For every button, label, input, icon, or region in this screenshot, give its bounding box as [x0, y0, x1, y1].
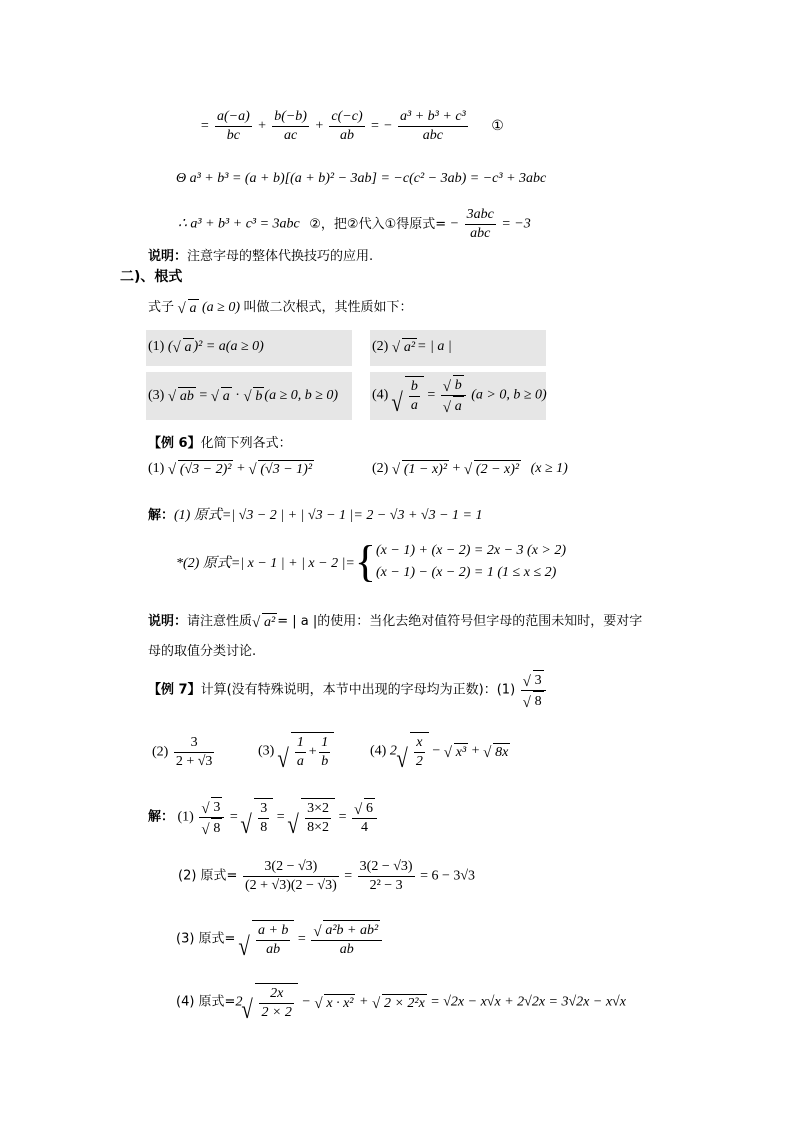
question-num: (3) [258, 743, 275, 759]
section-title: 二)、根式 [120, 269, 183, 285]
fraction-4: $\frac{\text{a³ + b³ + c³}}{\text{abc}}$ [400, 109, 466, 143]
solution-text: (1) 原式=| √3 − 2 | + | √3 − 1 |= 2 − √3 + √3 − 1 = 1 [174, 508, 483, 523]
circle-1-mark: ① [491, 118, 504, 134]
fraction-sqrt: √ b √ a [441, 375, 466, 416]
solution-7-s1 [148, 797, 379, 838]
question-num: (2) [152, 744, 169, 760]
fraction: √ $\frac{6}{4}$ [352, 798, 377, 837]
note-mid: = | a |的使用：当化去绝对值符号但字母的范围未知时，要对字 [277, 614, 643, 629]
example-text: 化简下列各式： [200, 436, 292, 451]
coefficient: 2 [235, 994, 243, 1010]
sqrt-a: √ a [212, 387, 232, 405]
solution-num: (3) 原式= [176, 931, 236, 947]
line3-lead: ∴ a³ + b³ + c³ = 3abc [178, 216, 300, 232]
example-7-q2 [152, 734, 216, 771]
equals-sign: = [229, 809, 238, 825]
sqrt-fraction: √ $\frac{2x}{2 \times 2}$ [243, 983, 297, 1022]
fraction-2: $\frac{b(-b)}{ac}$ [274, 109, 307, 143]
question-num: (2) [372, 461, 389, 477]
example-6-q2 [372, 460, 568, 478]
equals-sign: = [427, 387, 436, 403]
prop1-rest: )² = a(a ≥ 0) [193, 339, 264, 355]
note-1 [148, 245, 373, 264]
solution-pre: *(2) 原式=| x − 1 | + | x − 2 |= [176, 556, 355, 571]
example-6-q1 [148, 460, 314, 478]
fraction-1: $\frac{a(-a)}{bc}$ [216, 109, 250, 143]
condition: (x ≥ 1) [530, 461, 568, 477]
example-6-header [148, 432, 292, 451]
note-pre: 请注意性质 [187, 614, 253, 629]
sqrt-fraction: √ $\frac{b}{a}$ [393, 376, 424, 415]
sqrt-expr-2: √ (2 − x)² [465, 460, 521, 478]
question-num: (4) [370, 743, 387, 759]
left-brace: { [354, 537, 377, 586]
example-text: 计算(没有特殊说明，本节中出现的字母均为正数)：(1) [200, 682, 516, 698]
minus-sign: − [449, 216, 460, 232]
example-label: 【例 6】 [148, 436, 201, 451]
sqrt-expr: √ 2 × 2²x [373, 994, 427, 1012]
case-2: (x − 1) − (x − 2) = 1 (1 ≤ x ≤ 2) [376, 565, 557, 580]
coefficient: 2 [389, 743, 397, 759]
sqrt-b: √ b [244, 387, 264, 405]
plus-sign: + [236, 461, 245, 477]
intro-line [148, 296, 413, 317]
note-2 [148, 610, 642, 631]
equation-line-2: Θ a³ + b³ = (a + b)[(a + b)² − 3ab] = −c(c² − 3ab) = −c³ + 3abc [176, 171, 547, 186]
sqrt-fraction: √ $\frac{3}{8}$ [242, 798, 273, 837]
paren: ( [167, 339, 173, 355]
note-label: 说明： [148, 249, 188, 264]
solution-label: 解： [148, 508, 175, 523]
sqrt-expr-1: √ (1 − x)² [393, 460, 449, 478]
minus-sign: − [301, 994, 311, 1010]
prop-num: (3) [148, 388, 165, 404]
property-1 [148, 338, 264, 356]
prop4-cond: (a > 0, b ≥ 0) [471, 387, 547, 403]
solution-6-part1 [148, 504, 483, 524]
note-2-line2: 母的取值分类讨论. [148, 644, 257, 659]
prop-num: (2) [372, 339, 389, 355]
cases [376, 540, 566, 584]
case-1: (x − 1) + (x − 2) = 2x − 3 (x > 2) [376, 543, 567, 558]
prop2-rest: = | a | [417, 339, 452, 355]
fraction: $\frac{3}{2 + √3}$ [175, 735, 213, 769]
intro-pre: 式子 [148, 300, 175, 315]
sqrt-x-cubed: √ x³ [445, 743, 468, 761]
property-3 [148, 387, 338, 405]
prop-num: (4) [372, 387, 389, 403]
sqrt-fraction: √ $\frac{x}{2}$ [398, 732, 429, 771]
fraction-3: $\frac{c(-c)}{ab}$ [331, 109, 363, 143]
sqrt-a: √ a [179, 299, 199, 317]
sqrt-expr: √ x · x² [315, 994, 355, 1012]
intro-post: 叫做二次根式，其性质如下： [243, 300, 413, 315]
question-num: (1) [148, 461, 165, 477]
solution-num: (4) 原式= [176, 994, 236, 1010]
sqrt-a: √ a [174, 338, 194, 356]
fraction: $\frac{3(2 - √3)}{(2 + √3)(2 - √3)}$ [244, 859, 337, 893]
equals-minus: = − [370, 118, 393, 134]
note-text: 注意字母的整体代换技巧的应用. [187, 249, 374, 264]
fraction-sqrt3-sqrt8: √ 3 √ 8 [521, 670, 546, 711]
equals-sign: = [200, 118, 210, 134]
fraction: $\frac{3(2 - √3)}{\text{2² − 3}}$ [359, 859, 413, 893]
line3-tail: = −3 [501, 216, 531, 232]
solution-7-s4 [176, 983, 626, 1022]
dot-sign: · [235, 388, 240, 404]
equals-sign: = [344, 868, 353, 884]
plus-sign: + [257, 118, 267, 134]
plus-sign: + [314, 118, 324, 134]
plus-sign: + [471, 743, 480, 759]
solution-label: 解： [148, 809, 175, 825]
property-4 [372, 375, 547, 416]
solution-tail: = √2x − x√x + 2√2x = 3√2x − x√x [430, 994, 626, 1010]
sqrt-fraction: √ $\frac{3\times 2}{8\times 2}$ [289, 798, 335, 837]
sqrt-8x: √ 8x [484, 743, 510, 761]
equals-sign: = [276, 809, 285, 825]
example-label: 【例 7】 [148, 682, 201, 698]
solution-7-s2 [178, 858, 475, 895]
fraction-3abc: $\frac{\text{3abc}}{\text{abc}}$ [466, 207, 494, 241]
equation-line-3 [178, 206, 531, 243]
sqrt-expr-1: √ (√3 − 2)² [169, 460, 234, 478]
solution-7-s3 [176, 920, 384, 959]
prop-num: (1) [148, 339, 165, 355]
sqrt-a-squared: √ a² [253, 613, 277, 631]
property-2 [372, 338, 452, 356]
sqrt-fraction: √ $\frac{a + b}{ab}$ [240, 920, 294, 959]
sqrt-sum: √ $\frac{1}{a}$ + $\frac{1}{b}$ [279, 732, 334, 771]
equation-line-1 [200, 108, 504, 145]
fraction: √ 3 √ 8 [199, 797, 224, 838]
example-7-q3 [258, 732, 334, 771]
sqrt-a-squared: √ a² [393, 338, 417, 356]
solution-tail: = 6 − 3√3 [420, 868, 476, 884]
example-7-header [148, 670, 548, 711]
prop3-cond: (a ≥ 0, b ≥ 0) [264, 388, 339, 404]
solution-num: (2) 原式= [178, 868, 238, 884]
note-label: 说明： [148, 614, 188, 629]
solution-6-part2 [176, 537, 567, 586]
fraction: √ $\frac{\text{a²b + ab²}}{ab}$ [311, 920, 382, 959]
sqrt-expr-2: √ (√3 − 1)² [249, 460, 314, 478]
intro-cond: (a ≥ 0) [202, 300, 241, 315]
minus-sign: − [432, 743, 441, 759]
example-7-q4 [370, 732, 510, 771]
sqrt-ab: √ ab [169, 387, 196, 405]
line3-mark: ②，把②代入①得原式= [309, 216, 447, 232]
question-num: (1) [177, 809, 194, 825]
equals-sign: = [297, 931, 306, 947]
equals-sign: = [199, 388, 208, 404]
plus-sign: + [452, 461, 461, 477]
plus-sign: + [358, 994, 369, 1010]
equals-sign: = [338, 809, 347, 825]
